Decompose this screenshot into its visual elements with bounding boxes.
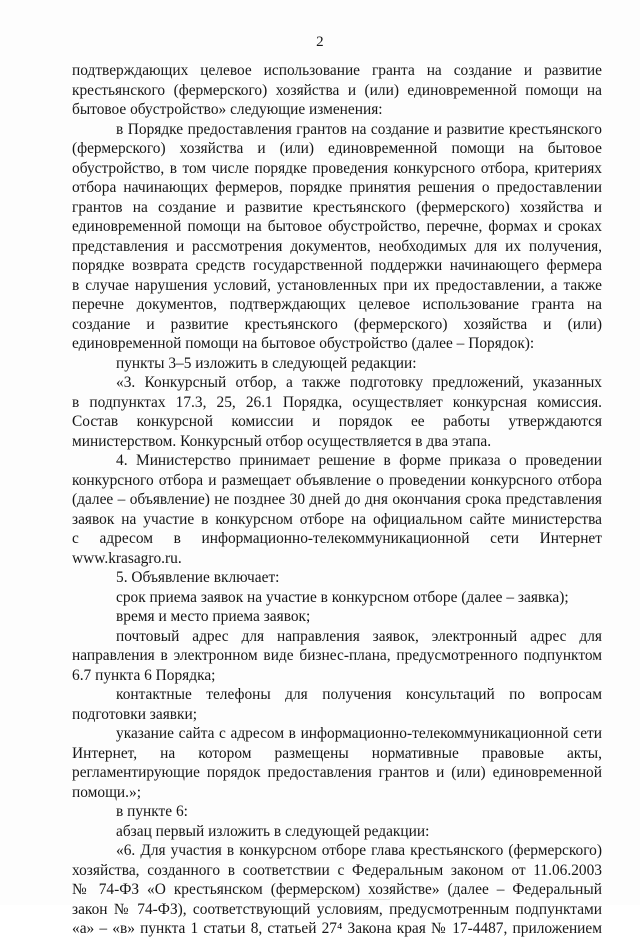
text-line: «а» – «в» пункта 1 статьи 8, статьей 27⁴ Закона края № 17-4487, приложением bbox=[72, 920, 602, 937]
text-line: хозяйства, созданного в соответствии с Федеральным законом от 11.06.2003 bbox=[72, 861, 602, 879]
text-line: (фермерского) хозяйства и (или) единовременной помощи на бытовое bbox=[72, 140, 602, 157]
text-line: перечне документов, подтверждающих целевое использование гранта на bbox=[72, 296, 602, 313]
text-line: грантов на создание и развитие крестьянского (фермерского) хозяйства и bbox=[72, 198, 602, 216]
text-line: 4. Министерство принимает решение в форме приказа о проведении bbox=[116, 452, 602, 469]
text-line: «3. Конкурсный отбор, а также подготовку предложений, указанных bbox=[116, 374, 602, 391]
text-line: почтовый адрес для направления заявок, электронный адрес для bbox=[116, 627, 602, 645]
text-line: обустройство, в том числе порядке проведения конкурсного отбора, критериях bbox=[72, 159, 602, 177]
text-line: пункты 3–5 изложить в следующей редакции: bbox=[116, 354, 417, 372]
text-line: в Порядке предоставления грантов на создание и развитие крестьянского bbox=[116, 120, 602, 138]
text-line: контактные телефоны для получения консультаций по вопросам bbox=[116, 686, 602, 703]
document-body bbox=[72, 61, 602, 939]
text-line: абзац первый изложить в следующей редакции: bbox=[116, 822, 430, 840]
text-line: направления в электронном виде бизнес-плана, предусмотренного подпунктом bbox=[72, 647, 602, 664]
text-line: 6.7 пункта 6 Порядка; bbox=[72, 666, 216, 684]
text-line: указание сайта с адресом в информационно-телекоммуникационной сети bbox=[116, 725, 602, 742]
text-line: Состав конкурсной комиссии и порядок ее работы утверждаются bbox=[72, 413, 602, 430]
text-line: Интернет, на котором размещены нормативные правовые акты, bbox=[72, 744, 602, 762]
text-line: подтверждающих целевое использование гранта на создание и развитие bbox=[72, 62, 602, 79]
page-number: 2 bbox=[316, 34, 324, 50]
text-line: представления и рассмотрения документов, необходимых для их получения, bbox=[72, 237, 602, 255]
text-line: закон № 74-ФЗ), соответствующий условиям, предусмотренным подпунктами bbox=[72, 900, 602, 918]
text-line: (далее – объявление) не позднее 30 дней до дня окончания срока представления bbox=[72, 491, 602, 508]
text-line: отбора начинающих фермеров, порядке принятия решения о предоставлении bbox=[72, 179, 602, 196]
text-line: с адресом в информационно-телекоммуникационной сети Интернет bbox=[72, 530, 602, 547]
text-line: подготовки заявки; bbox=[72, 705, 198, 723]
footer-divider bbox=[270, 899, 390, 900]
text-line: «6. Для участия в конкурсном отборе глава крестьянского (фермерского) bbox=[116, 842, 602, 859]
text-line: крестьянского (фермерского) хозяйства и (или) единовременной помощи на bbox=[72, 81, 602, 99]
text-line: в подпунктах 17.3, 25, 26.1 Порядка, осуществляет конкурсная комиссия. bbox=[72, 393, 602, 411]
text-line: срок приема заявок на участие в конкурсном отборе (далее – заявка); bbox=[116, 588, 569, 606]
text-line: бытовое обустройство» следующие изменения: bbox=[72, 101, 383, 118]
text-line: единовременной помощи на бытовое обустройство, перечне, формах и сроках bbox=[72, 218, 602, 235]
text-line: заявок на участие в конкурсном отборе на официальном сайте министерства bbox=[72, 510, 602, 528]
text-line: конкурсного отбора и размещает объявление о проведении конкурсного отбора bbox=[72, 471, 602, 489]
text-line: порядке возврата средств государственной поддержки начинающего фермера bbox=[72, 257, 602, 274]
text-line: в пункте 6: bbox=[116, 803, 188, 820]
text-line: время и место приема заявок; bbox=[116, 608, 311, 625]
text-line: единовременной помощи на бытовое обустройство (далее – Порядок): bbox=[72, 335, 535, 352]
text-line: в случае нарушения условий, установленных при их предоставлении, а также bbox=[72, 276, 602, 294]
text-line: www.krasagro.ru. bbox=[72, 549, 182, 567]
text-line: № 74-ФЗ «О крестьянском (фермерском) хозяйстве» (далее – Федеральный bbox=[72, 881, 602, 898]
text-line: министерством. Конкурсный отбор осуществляется в два этапа. bbox=[72, 432, 492, 450]
text-line: регламентирующие порядок предоставления грантов и (или) единовременной bbox=[72, 764, 602, 781]
text-line: 5. Объявление включает: bbox=[116, 569, 280, 586]
text-line: помощи.»; bbox=[72, 783, 141, 801]
text-line: создание и развитие крестьянского (фермерского) хозяйства и (или) bbox=[72, 315, 602, 333]
